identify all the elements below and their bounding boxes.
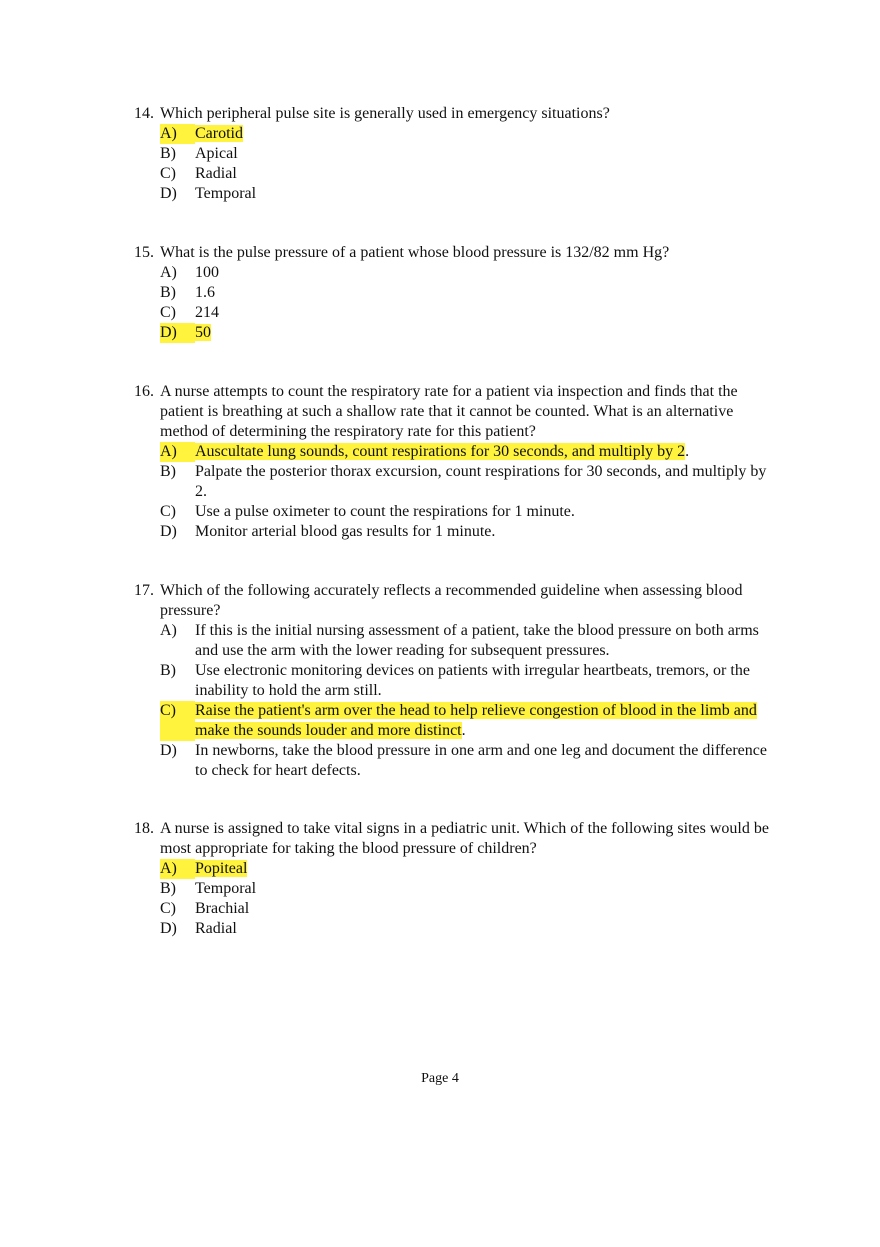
option-label: B) [160,145,176,162]
option-label: C) [160,503,176,520]
option-d [160,919,779,939]
option-c [160,502,779,522]
option-text: Monitor arterial blood gas results for 1 minute. [195,523,496,540]
question-16 [129,382,779,542]
answer-options [160,263,779,343]
option-label: D) [160,920,177,937]
question-text: Which peripheral pulse site is generally used in emergency situations? [160,105,610,122]
option-text: 100 [195,264,219,281]
option-label: C) [160,165,176,182]
option-text-highlighted: Auscultate lung sounds, count respirations for 30 seconds, and multiply by 2 [195,443,686,460]
option-label: A) [160,622,177,639]
option-c [160,701,779,741]
option-label: B) [160,284,176,301]
option-text: If this is the initial nursing assessment of a patient, take the blood pressure on both arms and use the arm with the lower reading for subsequent pressures. [195,622,759,659]
answer-options [160,124,779,204]
option-text: Use electronic monitoring devices on patients with irregular heartbeats, tremors, or the inability to hold the arm still. [195,662,750,699]
option-a [160,621,779,661]
option-label: D) [160,185,177,202]
option-d [160,323,779,343]
option-text-highlighted: Carotid [195,125,243,142]
question-number: 17. [134,582,154,599]
answer-options [160,442,779,542]
option-c [160,899,779,919]
option-text-highlighted: Popiteal [195,860,248,877]
question-number: 16. [134,383,154,400]
option-text-tail: . [685,443,690,460]
option-text: 214 [195,304,219,321]
option-text-highlighted: Raise the patient's arm over the head to help relieve congestion of blood in the limb and make the sounds louder and more distinct [195,702,757,739]
option-label: C) [160,304,176,321]
option-a [160,442,779,462]
option-b [160,283,779,303]
option-label: D) [160,742,177,759]
option-b [160,879,779,899]
option-label: C) [160,900,176,917]
option-text: Palpate the posterior thorax excursion, count respirations for 30 seconds, and multiply by 2. [195,463,767,500]
option-label: A) [160,442,195,462]
question-text: Which of the following accurately reflects a recommended guideline when assessing blood pressure? [160,582,743,619]
option-a [160,859,779,879]
option-c [160,303,779,323]
option-c [160,164,779,184]
question-14 [129,104,779,204]
question-number: 18. [134,820,154,837]
option-text: Radial [195,165,237,182]
option-text-tail: . [461,722,466,739]
option-d [160,741,779,781]
option-d [160,184,779,204]
question-number: 15. [134,244,154,261]
option-b [160,144,779,164]
question-15 [129,243,779,343]
option-label: A) [160,264,177,281]
option-b [160,661,779,701]
option-d [160,522,779,542]
question-17 [129,581,779,781]
option-b [160,462,779,502]
option-text: Use a pulse oximeter to count the respirations for 1 minute. [195,503,575,520]
option-label: B) [160,880,176,897]
question-text: A nurse attempts to count the respiratory rate for a patient via inspection and finds that the patient is breathing at such a shallow rate that it cannot be counted. What is an alternative method of determining the respiratory rate for this patient? [160,383,738,440]
option-label: B) [160,463,176,480]
option-text: 1.6 [195,284,215,301]
option-text: Apical [195,145,238,162]
question-text: A nurse is assigned to take vital signs in a pediatric unit. Which of the following sites would be most appropriate for taking the blood pressure of children? [160,820,769,857]
option-label: C) [160,701,195,741]
option-label: A) [160,859,195,879]
option-a [160,124,779,144]
option-text: Temporal [195,185,257,202]
option-text: In newborns, take the blood pressure in one arm and one leg and document the difference to check for heart defects. [195,742,767,779]
option-text: Radial [195,920,237,937]
question-number: 14. [134,105,154,122]
answer-options [160,621,779,781]
option-text: Brachial [195,900,250,917]
question-text: What is the pulse pressure of a patient whose blood pressure is 132/82 mm Hg? [160,244,670,261]
option-text-highlighted: 50 [195,324,211,341]
answer-options [160,859,779,939]
option-label: B) [160,662,176,679]
page-number: Page 4 [421,1071,459,1086]
option-label: D) [160,323,195,343]
question-18 [129,819,779,939]
option-label: A) [160,124,195,144]
option-text: Temporal [195,880,257,897]
option-label: D) [160,523,177,540]
option-a [160,263,779,283]
